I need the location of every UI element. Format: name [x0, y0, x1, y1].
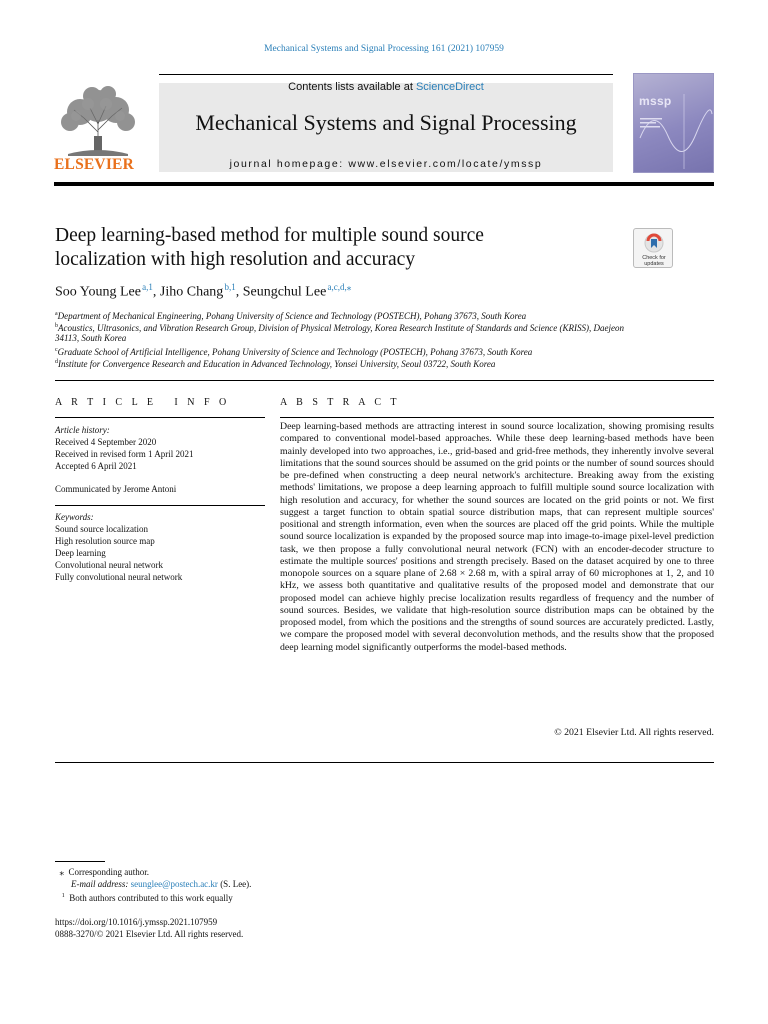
affiliation-mark: a	[55, 311, 58, 317]
equal-mark: 1	[61, 893, 65, 899]
journal-citation-link[interactable]: Mechanical Systems and Signal Processing 161 (2021) 107959	[264, 44, 504, 54]
affiliation-mark: c	[55, 347, 58, 353]
keyword-item: Convolutional neural network	[55, 560, 163, 570]
contents-availability	[159, 81, 613, 93]
email-link[interactable]: seunglee@postech.ac.kr	[130, 879, 218, 889]
keywords-rule	[55, 505, 265, 506]
abstract-bottom-rule	[55, 762, 714, 763]
keyword-item: Fully convolutional neural network	[55, 572, 183, 582]
history-received: Received 4 September 2020	[55, 437, 157, 447]
affiliation-b-continued	[55, 332, 715, 345]
cover-label: mssp	[639, 94, 672, 108]
email-label: E-mail address:	[71, 879, 129, 889]
keywords-label: Keywords:	[55, 512, 94, 522]
contents-prefix: Contents lists available at	[288, 81, 416, 93]
check-for-updates-button[interactable]	[633, 228, 673, 268]
check-updates-icon	[634, 229, 674, 269]
sciencedirect-link[interactable]: ScienceDirect	[415, 81, 484, 93]
affiliation-text: Graduate School of Artificial Intelligence, Pohang University of Science and Technology (POSTECH), Pohang 37673, South Korea	[57, 347, 533, 357]
title-line-1: Deep learning-based method for multiple sound source	[55, 225, 484, 246]
doi-link[interactable]: https://doi.org/10.1016/j.ymssp.2021.107959	[55, 917, 218, 927]
affiliation-text: Acoustics, Ultrasonics, and Vibration Research Group, Division of Physical Metrology, Korea Research Institute of Standards and Science (KRISS), Daejeon	[58, 323, 624, 333]
footnote-email	[71, 878, 251, 890]
keyword-item: Deep learning	[55, 548, 106, 558]
affiliation-d	[55, 356, 715, 371]
email-suffix: (S. Lee).	[217, 879, 252, 889]
keyword-item: High resolution source map	[55, 536, 155, 546]
article-history	[55, 424, 265, 472]
abstract-heading: A B S T R A C T	[280, 397, 401, 408]
journal-name: Mechanical Systems and Signal Processing	[195, 110, 577, 135]
author-affiliation-marks[interactable]: a,c,d,⁎	[327, 282, 352, 292]
affiliation-text: Department of Mechanical Engineering, Pohang University of Science and Technology (POSTECH), Pohang 37673, South Korea	[57, 311, 527, 321]
author-name: Seungchul Lee	[242, 284, 327, 300]
history-label: Article history:	[55, 425, 110, 435]
publisher-name: ELSEVIER	[54, 156, 134, 173]
journal-cover-thumbnail[interactable]	[633, 73, 714, 173]
author-affiliation-marks[interactable]: b,1	[224, 282, 236, 292]
article-info-heading: A R T I C L E I N F O	[55, 397, 230, 408]
paper-title	[55, 224, 615, 272]
history-revised: Received in revised form 1 April 2021	[55, 449, 194, 459]
equal-text: Both authors contributed to this work equally	[69, 893, 233, 903]
section-divider	[55, 380, 714, 381]
corresponding-text: Corresponding author.	[68, 867, 149, 877]
affiliation-mark: d	[55, 359, 58, 365]
abstract-rule	[280, 417, 714, 418]
issn-line: 0888-3270/© 2021 Elsevier Ltd. All rights reserved.	[55, 929, 244, 939]
footnote-equal-contribution	[55, 890, 233, 904]
author-affiliation-marks[interactable]: a,1	[142, 282, 153, 292]
keyword-item: Sound source localization	[55, 524, 148, 534]
abstract-text: Deep learning-based methods are attracting interest in sound source localization, showing promising results compared to conventional model-based approaches. While these deep learning-based methods have been mainly developed into two approaches, i.e., grid-based and grid-free methods, they inherently involve several limitations that the sound sources should be assumed on the grid points or the number of sound sources should be pre-defined when constructing a deep neural network's architecture. Breaking away from the existing methods' limitations, we propose a deep learning approach to fulfill multiple sound source localization with high resolution and accuracy, for whether the sound sources are located on the grid points or not. We first suggest a target function to obtain spatial source distribution maps, that can represent multiple sources' positional and strength information, even when the sources are placed off the grid points. While the multiple sound source localization is expanded by the proposed source map into image-to-image pixel-level prediction task, we then propose a fully convolutional neural network (FCN) with an encoder-decoder structure to estimate the multiple sources' positions and strength precisely. Based on the dataset acquired by one to three monopole sources on a square plane of 2.68 × 2.68 m, with a spiral array of 60 microphones at 1, 2, and 10 kHz, we assess both quantitative and qualitative results of the proposed model and demonstrate that our proposed model can achieve highly precise localization results regardless of frequency and the number of sound sources. Besides, we validate that high-resolution source distribution maps can be obtained by the proposed model, from which the positions and the strengths of sound sources are accurately predicted. Lastly, we compare the proposed model with several deconvolution methods, and the results show that the proposed deep learning model significantly outperforms the model-based methods.	[280, 421, 714, 653]
footnote-corresponding	[55, 866, 149, 878]
communicated-by: Communicated by Jerome Antoni	[55, 484, 177, 494]
keywords-block	[55, 511, 265, 583]
journal-homepage[interactable]: journal homepage: www.elsevier.com/locate/ymssp	[229, 158, 543, 170]
author-name: Soo Young Lee	[55, 284, 141, 300]
check-updates-line2: updates	[644, 261, 664, 267]
affiliation-text: 34113, South Korea	[55, 333, 127, 343]
check-updates-line1: Check for	[642, 255, 666, 261]
header-bottom-rule	[54, 182, 714, 186]
cover-waveform	[634, 74, 714, 173]
affiliation-text: Institute for Convergence Research and Education in Advanced Technology, Yonsei University, Seoul 03722, South Korea	[58, 359, 496, 369]
history-accepted: Accepted 6 April 2021	[55, 461, 137, 471]
footnote-rule	[55, 861, 105, 862]
author-name: Jiho Chang	[159, 284, 224, 300]
header-top-rule	[159, 74, 613, 75]
title-line-2: localization with high resolution and accuracy	[55, 249, 416, 270]
copyright-notice: © 2021 Elsevier Ltd. All rights reserved.	[554, 727, 714, 738]
author-list: Soo Young Lee $^{a,1}$, Jiho Chang $^{b,1}$, Seungchul Lee $^{a,c,d,⁎}$	[55, 282, 352, 300]
article-info-rule	[55, 417, 265, 418]
corresponding-mark: ⁎	[59, 867, 64, 877]
affiliation-mark: b	[55, 323, 58, 329]
